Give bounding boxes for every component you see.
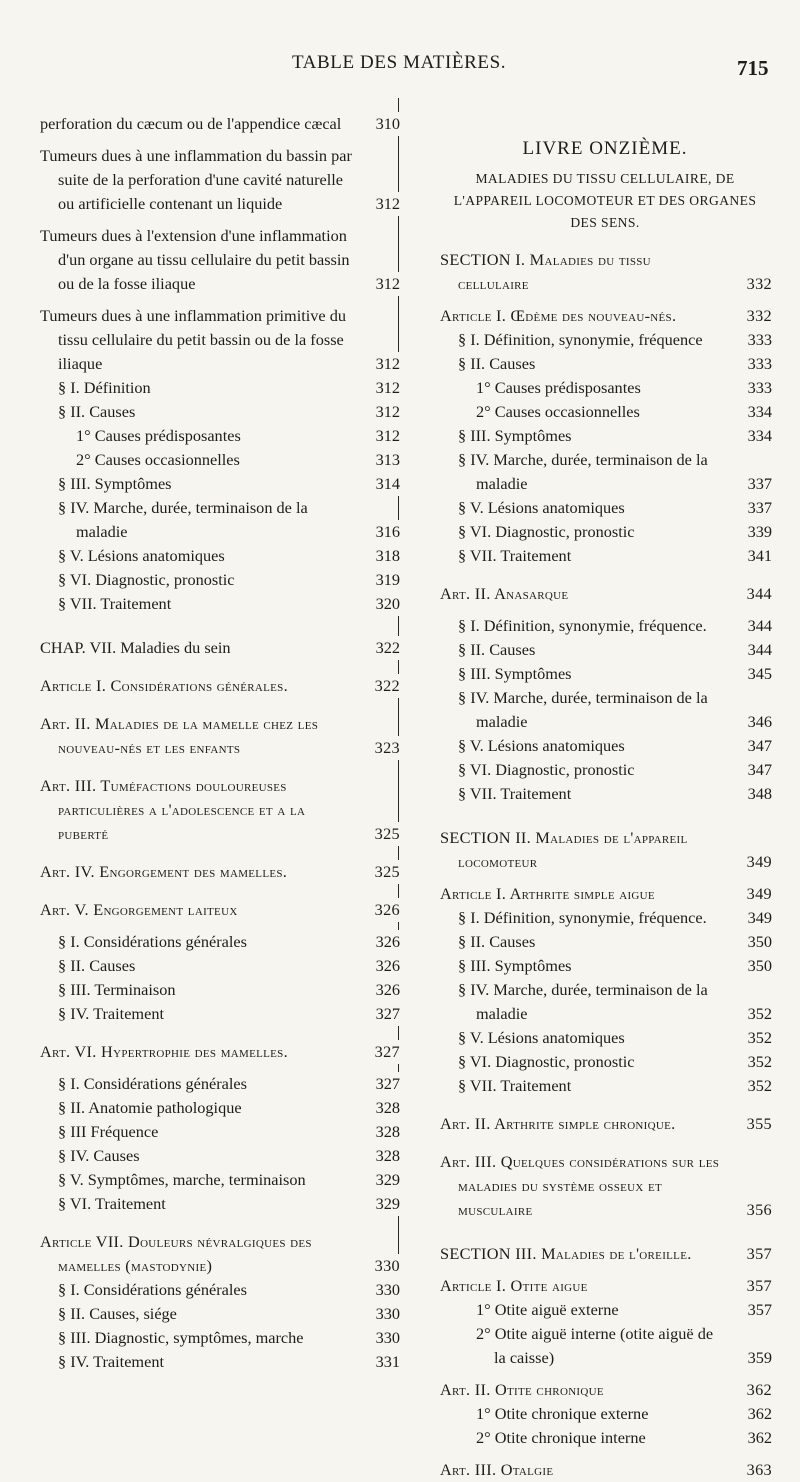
toc-entry-title: § VII. Traitement — [458, 1076, 572, 1095]
toc-entry-title: § IV. Marche, durée, terminaison de la maladie — [458, 450, 708, 493]
toc-entry — [40, 424, 400, 448]
toc-entry-title: Article I. Otite aigue — [440, 1276, 588, 1295]
toc-entry — [40, 400, 400, 424]
running-header — [0, 50, 800, 90]
toc-entry-page: 312 — [391, 376, 400, 400]
toc-entry-page: 352 — [763, 1050, 772, 1074]
toc-entry-title: perforation du cæcum ou de l'appendice cæcal — [40, 114, 342, 133]
toc-entry-page: 332 — [762, 304, 772, 328]
toc-entry-page: 326 — [390, 898, 400, 922]
toc-entry — [40, 712, 400, 760]
toc-entry — [440, 544, 770, 568]
toc-entry — [440, 614, 770, 638]
toc-entry — [40, 1230, 400, 1278]
toc-entry — [440, 1378, 770, 1402]
toc-entry-title: Art. III. Tuméfactions douloureuses particulières a l'adolescence et a la puberté — [40, 776, 306, 843]
toc-entry — [440, 304, 770, 328]
toc-entry-page: 362 — [762, 1378, 772, 1402]
toc-entry-page: 352 — [763, 1026, 772, 1050]
toc-entry — [440, 882, 770, 906]
toc-entry-title: § III. Diagnostic, symptômes, marche — [58, 1328, 304, 1347]
toc-entry-title: 2° Causes occasionnelles — [76, 450, 240, 469]
toc-entry — [40, 674, 400, 698]
toc-entry — [40, 930, 400, 954]
toc-entry — [440, 1026, 770, 1050]
toc-entry-title: § I. Considérations générales — [58, 1280, 247, 1299]
toc-entry — [40, 544, 400, 568]
toc-entry-page: 352 — [763, 1002, 772, 1026]
toc-entry-title: SECTION I. Maladies du tissu cellulaire — [440, 250, 651, 293]
toc-entry-title: § V. Lésions anatomiques — [458, 498, 625, 517]
toc-entry-title: Article I. Œdème des nouveau-nés. — [440, 306, 677, 325]
toc-entry-page: 357 — [762, 1274, 772, 1298]
toc-entry-title: § III. Terminaison — [58, 980, 176, 999]
toc-entry — [440, 520, 770, 544]
toc-entry-page: 327 — [391, 1002, 400, 1026]
toc-entry-title: Art. III. Quelques considérations sur les maladies du système osseux et musculaire — [440, 1152, 720, 1219]
toc-entry — [440, 376, 770, 400]
toc-entry-page: 323 — [390, 736, 400, 760]
toc-entry-title: § V. Lésions anatomiques — [458, 1028, 625, 1047]
toc-entry-page: 312 — [391, 400, 400, 424]
toc-entry-page: 333 — [763, 376, 772, 400]
toc-entry-title: § VII. Traitement — [58, 594, 172, 613]
toc-entry — [40, 1168, 400, 1192]
toc-entry-page: 330 — [391, 1278, 400, 1302]
toc-entry-page: 359 — [763, 1346, 772, 1370]
toc-entry-title: 1° Otite chronique externe — [476, 1404, 649, 1423]
toc-entry-page: 350 — [763, 954, 772, 978]
toc-entry-page: 332 — [762, 272, 772, 296]
toc-entry — [440, 906, 770, 930]
toc-entry — [40, 978, 400, 1002]
toc-entry-title: Art. VI. Hypertrophie des mamelles. — [40, 1042, 288, 1061]
toc-entry — [440, 930, 770, 954]
toc-entry-page: 310 — [391, 112, 400, 136]
toc-entry-title: 1° Causes prédisposantes — [76, 426, 241, 445]
toc-entry — [40, 224, 400, 296]
toc-entry-page: 347 — [763, 758, 772, 782]
toc-entry — [40, 1144, 400, 1168]
toc-entry-page: 327 — [390, 1040, 400, 1064]
toc-entry-page: 325 — [390, 860, 400, 884]
toc-entry-title: § II. Anatomie pathologique — [58, 1098, 242, 1117]
toc-entry-page: 352 — [763, 1074, 772, 1098]
toc-entry — [440, 328, 770, 352]
toc-entry-title: Article I. Arthrite simple aigue — [440, 884, 655, 903]
toc-entry-title: 2° Otite aiguë interne (otite aiguë de la caisse) — [476, 1324, 714, 1367]
toc-entry-title: 2° Otite chronique interne — [476, 1428, 646, 1447]
toc-entry-title: § V. Lésions anatomiques — [58, 546, 225, 565]
toc-entry — [40, 448, 400, 472]
toc-entry-title: § VI. Diagnostic, pronostic — [458, 522, 635, 541]
toc-entry-title: § I. Définition — [58, 378, 151, 397]
toc-entry-page: 330 — [391, 1326, 400, 1350]
toc-entry-title: Tumeurs dues à une inflammation du bassin par suite de la perforation d'une cavité naturelle ou artificielle contenant un liquide — [40, 146, 352, 213]
toc-entry — [440, 662, 770, 686]
toc-entry-page: 322 — [391, 636, 400, 660]
toc-entry — [440, 1402, 770, 1426]
toc-entry-title: § IV. Marche, durée, terminaison de la maladie — [458, 980, 708, 1023]
toc-entry-page: 355 — [762, 1112, 772, 1136]
toc-entry — [440, 734, 770, 758]
toc-entry-title: § IV. Traitement — [58, 1352, 164, 1371]
toc-entry-page: 341 — [763, 544, 772, 568]
toc-entry-page: 314 — [391, 472, 400, 496]
toc-entry-page: 312 — [391, 192, 400, 216]
toc-entry — [40, 112, 400, 136]
toc-entry-page: 312 — [391, 424, 400, 448]
toc-entry — [40, 1120, 400, 1144]
toc-entry-page: 322 — [390, 674, 400, 698]
toc-entry-page: 330 — [390, 1254, 400, 1278]
right-column-entries — [440, 248, 770, 1482]
toc-entry-page: 339 — [763, 520, 772, 544]
toc-entry-page: 320 — [391, 592, 400, 616]
toc-entry-page: 362 — [763, 1426, 772, 1450]
toc-entry-title: Article I. Considérations générales. — [40, 676, 288, 695]
toc-entry — [440, 1112, 770, 1136]
toc-entry-title: § IV. Traitement — [58, 1004, 164, 1023]
toc-entry-page: 328 — [391, 1096, 400, 1120]
toc-entry-title: § II. Causes — [58, 956, 136, 975]
toc-entry-page: 328 — [391, 1120, 400, 1144]
toc-entry-page: 334 — [763, 400, 772, 424]
toc-entry — [440, 248, 770, 296]
toc-entry-title: § III. Symptômes — [458, 664, 572, 683]
toc-entry-page: 329 — [391, 1168, 400, 1192]
toc-entry-title: § I. Définition, synonymie, fréquence. — [458, 908, 707, 927]
toc-entry — [440, 448, 770, 496]
toc-entry-page: 362 — [763, 1402, 772, 1426]
right-column — [440, 112, 770, 1482]
toc-entry-title: Art. IV. Engorgement des mamelles. — [40, 862, 288, 881]
toc-entry-page: 348 — [763, 782, 772, 806]
toc-entry-page: 312 — [391, 272, 400, 296]
toc-entry — [40, 954, 400, 978]
toc-entry — [440, 758, 770, 782]
toc-entry-page: 356 — [762, 1198, 772, 1222]
toc-entry-title: § VI. Diagnostic, pronostic — [58, 570, 235, 589]
toc-entry-page: 318 — [391, 544, 400, 568]
toc-entry — [440, 1274, 770, 1298]
toc-entry-page: 344 — [763, 638, 772, 662]
toc-entry-page: 357 — [763, 1298, 772, 1322]
toc-entry-title: § VI. Diagnostic, pronostic — [458, 760, 635, 779]
toc-entry-page: 337 — [763, 496, 772, 520]
toc-entry-title: § VII. Traitement — [458, 784, 572, 803]
toc-entry-title: Tumeurs dues à une inflammation primitive du tissu cellulaire du petit bassin ou de la fosse iliaque — [40, 306, 346, 373]
toc-entry-page: 347 — [763, 734, 772, 758]
toc-entry — [440, 1298, 770, 1322]
toc-entry — [440, 352, 770, 376]
toc-entry — [40, 472, 400, 496]
toc-entry-title: § VI. Traitement — [58, 1194, 166, 1213]
toc-entry-page: 331 — [391, 1350, 400, 1374]
toc-entry-title: § V. Symptômes, marche, terminaison — [58, 1170, 306, 1189]
header-title: TABLE DES MATIÈRES. — [292, 52, 507, 73]
toc-entry — [40, 592, 400, 616]
toc-entry-title: § IV. Marche, durée, terminaison de la maladie — [58, 498, 308, 541]
toc-entry-title: § II. Causes — [458, 640, 536, 659]
toc-entry-title: Tumeurs dues à l'extension d'une inflammation d'un organe au tissu cellulaire du petit bassin ou de la fosse iliaque — [40, 226, 350, 293]
toc-entry — [40, 1040, 400, 1064]
toc-entry-page: 328 — [391, 1144, 400, 1168]
toc-entry-title: CHAP. VII. Maladies du sein — [40, 638, 231, 657]
toc-entry — [40, 1302, 400, 1326]
toc-entry — [440, 638, 770, 662]
book-subtitle: MALADIES DU TISSU CELLULAIRE, DE L'APPAREIL LOCOMOTEUR ET DES ORGANES DES SENS. — [453, 171, 757, 230]
toc-entry-page: 346 — [763, 710, 772, 734]
toc-entry-page: 325 — [390, 822, 400, 846]
toc-entry-title: Article VII. Douleurs névralgiques des mamelles (mastodynie) — [40, 1232, 312, 1275]
toc-entry — [40, 1002, 400, 1026]
toc-entry — [440, 400, 770, 424]
toc-entry-title: Art. III. Otalgie — [440, 1460, 554, 1479]
toc-entry-title: 1° Otite aiguë externe — [476, 1300, 619, 1319]
toc-entry-page: 316 — [391, 520, 400, 544]
toc-entry — [40, 1192, 400, 1216]
toc-entry — [40, 774, 400, 846]
toc-entry-page: 357 — [762, 1242, 772, 1266]
toc-entry — [440, 1150, 770, 1222]
toc-entry — [440, 826, 770, 874]
toc-entry-title: § II. Causes, siége — [58, 1304, 177, 1323]
toc-entry — [40, 1072, 400, 1096]
toc-entry-page: 326 — [391, 954, 400, 978]
toc-entry-page: 327 — [391, 1072, 400, 1096]
toc-entry-title: § II. Causes — [458, 932, 536, 951]
toc-entry-title: § II. Causes — [58, 402, 136, 421]
toc-entry-page: 337 — [763, 472, 772, 496]
toc-entry — [40, 496, 400, 544]
toc-entry — [40, 1278, 400, 1302]
toc-entry — [440, 954, 770, 978]
toc-entry-page: 334 — [763, 424, 772, 448]
toc-entry-page: 350 — [763, 930, 772, 954]
toc-entry-page: 319 — [391, 568, 400, 592]
toc-entry — [40, 568, 400, 592]
toc-entry-title: § V. Lésions anatomiques — [458, 736, 625, 755]
toc-entry-page: 349 — [762, 882, 772, 906]
book-title: LIVRE ONZIÈME. — [522, 138, 688, 159]
toc-entry-title: § I. Définition, synonymie, fréquence. — [458, 616, 707, 635]
toc-entry-page: 344 — [763, 614, 772, 638]
toc-entry — [440, 1050, 770, 1074]
toc-entry-title: 1° Causes prédisposantes — [476, 378, 641, 397]
page-number: 715 — [737, 56, 769, 80]
toc-entry-page: 333 — [763, 328, 772, 352]
toc-entry — [40, 304, 400, 376]
toc-entry — [440, 1322, 770, 1370]
toc-entry — [440, 496, 770, 520]
toc-entry-title: 2° Causes occasionnelles — [476, 402, 640, 421]
toc-entry — [440, 582, 770, 606]
toc-entry — [440, 1458, 770, 1482]
toc-entry — [440, 1074, 770, 1098]
toc-entry — [440, 782, 770, 806]
toc-entry-page: 326 — [391, 978, 400, 1002]
toc-entry-title: § II. Causes — [458, 354, 536, 373]
toc-entry-title: § I. Considérations générales — [58, 932, 247, 951]
left-column — [40, 112, 400, 1374]
toc-entry — [440, 1242, 770, 1266]
toc-entry-page: 312 — [391, 352, 400, 376]
toc-entry-title: Art. II. Anasarque — [440, 584, 569, 603]
toc-entry-title: § IV. Causes — [58, 1146, 140, 1165]
toc-entry-page: 349 — [763, 906, 772, 930]
toc-entry-page: 313 — [391, 448, 400, 472]
toc-entry — [40, 1350, 400, 1374]
toc-entry-title: Art. II. Otite chronique — [440, 1380, 604, 1399]
toc-entry-page: 326 — [391, 930, 400, 954]
toc-entry-title: § III Fréquence — [58, 1122, 159, 1141]
toc-entry-page: 333 — [763, 352, 772, 376]
toc-entry-page: 363 — [762, 1458, 772, 1482]
toc-entry-title: § IV. Marche, durée, terminaison de la maladie — [458, 688, 708, 731]
toc-entry-title: § III. Symptômes — [458, 956, 572, 975]
toc-entry — [40, 1096, 400, 1120]
toc-entry-title: Art. II. Arthrite simple chronique. — [440, 1114, 676, 1133]
toc-entry — [440, 686, 770, 734]
toc-entry-title: Art. V. Engorgement laiteux — [40, 900, 238, 919]
toc-entry-title: § III. Symptômes — [58, 474, 172, 493]
toc-entry-title: § I. Définition, synonymie, fréquence — [458, 330, 703, 349]
toc-entry-title: Art. II. Maladies de la mamelle chez les nouveau-nés et les enfants — [40, 714, 319, 757]
toc-entry — [40, 144, 400, 216]
toc-entry — [440, 978, 770, 1026]
toc-entry-page: 345 — [763, 662, 772, 686]
toc-entry-title: SECTION III. Maladies de l'oreille. — [440, 1244, 692, 1263]
toc-entry-title: § VI. Diagnostic, pronostic — [458, 1052, 635, 1071]
toc-entry-page: 329 — [391, 1192, 400, 1216]
toc-entry — [40, 898, 400, 922]
toc-entry-title: § VII. Traitement — [458, 546, 572, 565]
toc-entry-title: SECTION II. Maladies de l'appareil locomoteur — [440, 828, 688, 871]
toc-entry — [440, 1426, 770, 1450]
toc-entry-title: § III. Symptômes — [458, 426, 572, 445]
toc-entry — [40, 1326, 400, 1350]
toc-entry-page: 330 — [391, 1302, 400, 1326]
toc-entry — [40, 860, 400, 884]
toc-entry-page: 344 — [762, 582, 772, 606]
toc-entry-page: 349 — [762, 850, 772, 874]
toc-entry — [40, 376, 400, 400]
toc-entry — [440, 424, 770, 448]
toc-entry-title: § I. Considérations générales — [58, 1074, 247, 1093]
toc-entry — [40, 636, 400, 660]
